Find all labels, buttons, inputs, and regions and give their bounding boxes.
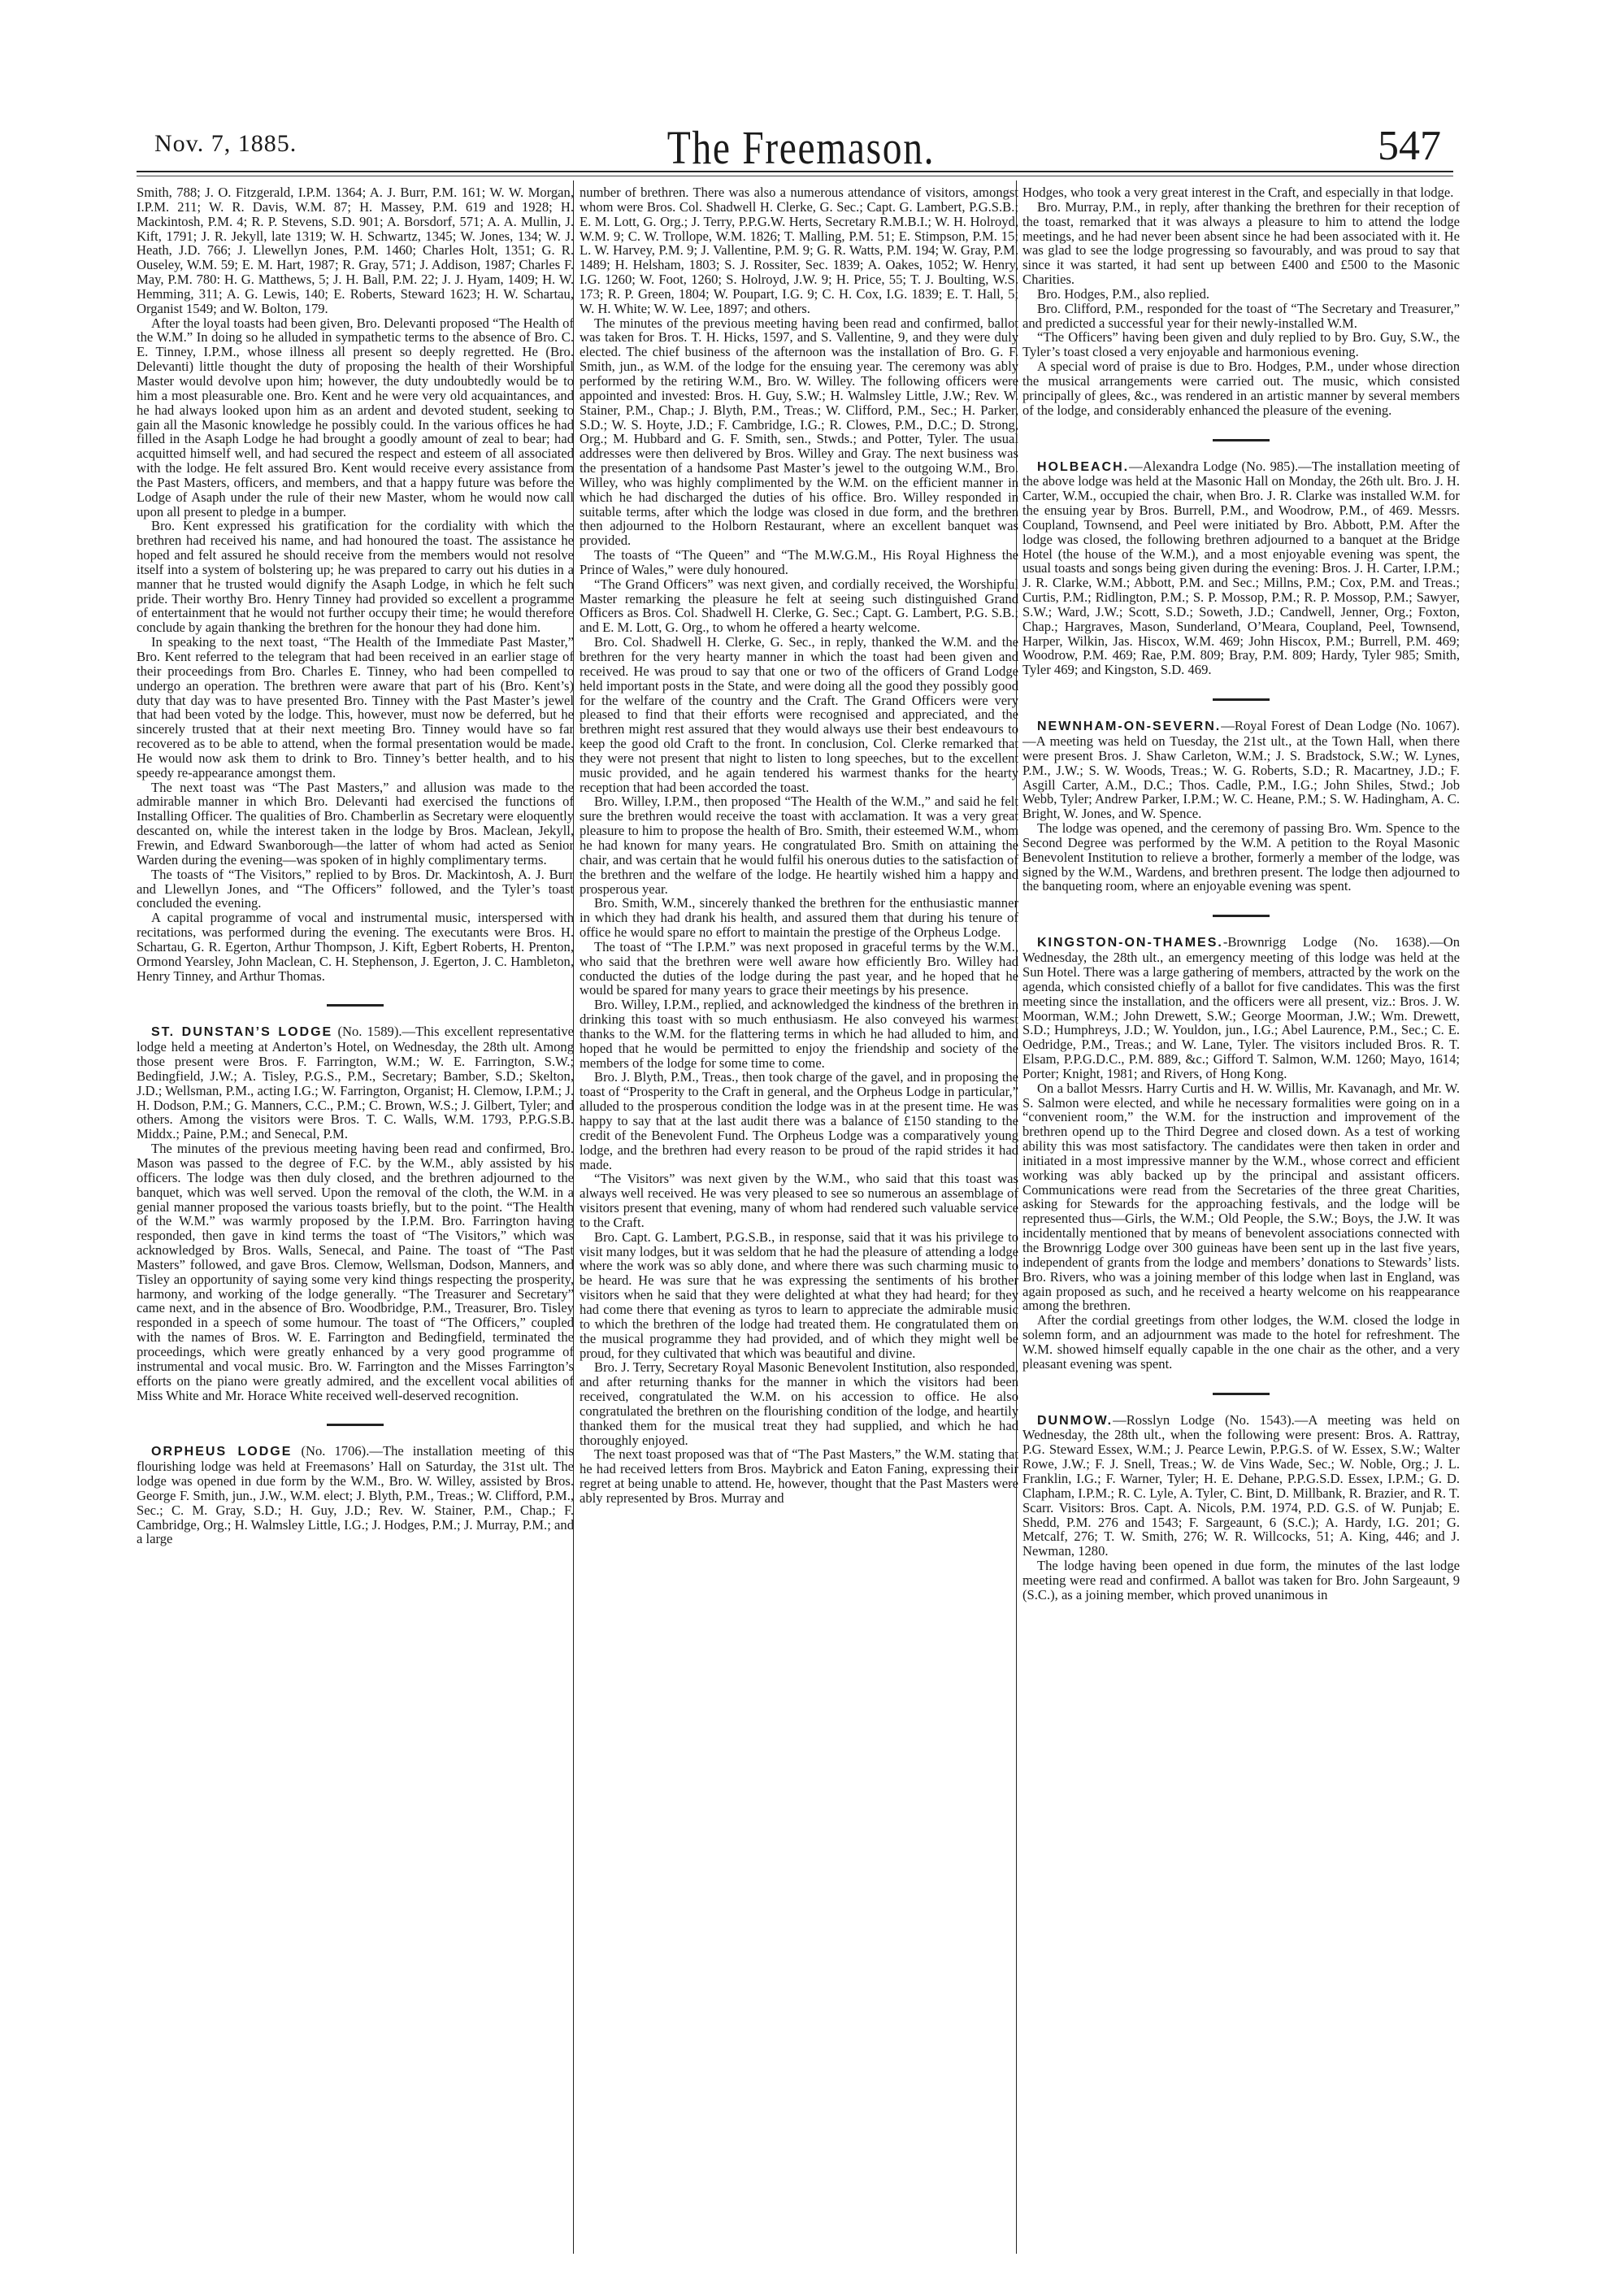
- section-divider: [327, 1004, 384, 1007]
- body-paragraph: Bro. Murray, P.M., in reply, after thanking the brethren for their reception of the toast, remarked that it was always a pleasure to him to attend the lodge meetings, and he had never been absent since he had been associated with it. He was glad to see the lodge progressing so favourably, and was proud to say that since it was started, it had sent up between £400 and £500 to the Masonic Charities.: [1022, 198, 1460, 288]
- article-text: This excellent representative lodge held a meeting at Anderton’s Hotel, on Wednesday, the 28th ult. Among those present were Bros. F. Farrington, W.M.; W. E. Farrington, S.W.; Bedingfield, J.W.; A. Tisley, P.G.S., P.M., Secretary; Bamber, S.D.; Skelton, J.D.; Wellsman, P.M., acting I.G.; W. Farrington, Organist; H. Clemow, I.P.M.; J. H. Dodson, P.M.; G. Manners, C.C., P.M.; C. Brown, W.S.; J. Gilbert, Tyler; and others. Among the visitors were Bros. T. C. Walls, W.M. 1793, P.P.G.S.B. Middx.; Paine, P.M.; and Senecal, P.M.: [137, 1024, 574, 1142]
- body-paragraph: number of brethren. There was also a numerous attendance of visitors, amongst whom were Bros. Col. Shadwell H. Clerke, G. Sec.; Capt. G. Lambert, P.G.S.B.; E. M. Lott, G. Org.; J. Terry, P.P.G.W. Herts, Secretary R.M.B.I.; W. H. Holroyd, W.M. 9; C. W. Trollope, W.M. 1826; T. Malling, P.M. 51; E. Stimpson, P.M. 15; L. W. Harvey, P.M. 9; J. Vallentine, P.M. 9; G. R. Watts, P.M. 194; W. Gray, P.M. 1489; H. Helsham, 1803; S. J. Rossiter, Sec. 1839; A. Oakes, 1052; W. Henry, I.G. 1260; W. Foot, 1260; S. Holroyd, J.W. 9; H. Price, 55; T. J. Boulting, W.S. 173; R. P. Green, 1804; W. Poupart, I.G. 9; C. H. Cox, I.G. 1839; E. T. Hall, 5; W. H. White; W. W. Lee, 1897; and others.: [580, 185, 1018, 316]
- body-paragraph: Bro. Kent expressed his gratification for the cordiality with which the brethren had received his name, and had honoured the toast. The assistance he hoped and felt assured he should receive from the members would not resolve itself into a system of bolstering up; he was prepared to carry out his duties in a manner that he trusted would dignify the Asaph Lodge, in which he felt such pride. Their worthy Bro. Henry Tinney had provided so excellent a programme of entertainment that he would not further occupy their time; he would therefore conclude by again thanking the brethren for the honour they had done him.: [137, 518, 574, 636]
- body-paragraph: After the loyal toasts had been given, Bro. Delevanti proposed “The Health of the W.M.” In doing so he alluded in sympathetic terms to the absence of Bro. C. E. Tinney, I.P.M., whose illness all present so deeply regretted. He (Bro. Delevanti) little thought the duty of proposing the health of their Worshipful Master would devolve upon him; however, the duty undoubtedly would be to him a most pleasurable one. Bro. Kent and he were very old acquaintances, and he had always looked upon him as an ardent and devoted student, seeking to gain all the Masonic knowledge he possibly could. In the various offices he had filled in the Asaph Lodge he had brought a goodly amount of zeal to bear; had acquitted himself well, and had secured the respect and esteem of all associated with the lodge. He felt assured Bro. Kent would receive every assistance from the Past Masters, officers, and members, and that a happy future was before the Lodge of Asaph under the rule of their new Master, whom he would now call upon all present to pledge in a bumper.: [137, 315, 574, 520]
- article-lead-paragraph: [1022, 935, 1460, 1081]
- article-subheading: —Rosslyn Lodge (No. 1543).—: [1113, 1411, 1309, 1428]
- article-subheading: —Royal Forest of Dean Lodge (No. 1067).—: [1022, 718, 1460, 749]
- article-heading: KINGSTON-ON-THAMES.: [1037, 936, 1223, 950]
- article-lead-paragraph: [1022, 459, 1460, 678]
- article-heading: HOLBEACH.: [1037, 459, 1130, 474]
- article-lead-paragraph: [137, 1444, 574, 1546]
- body-paragraph: A capital programme of vocal and instrumental music, interspersed with recitations, was performed during the evening. The executants were Bros. H. Schartau, G. R. Egerton, Arthur Thompson, J. Kift, Egbert Roberts, H. Prenton, Ormond Yearsley, John Maclean, C. H. Stephenson, J. Egerton, J. C. Hambleton, Henry Tinney, and Arthur Thomas.: [137, 910, 574, 984]
- body-paragraph: In speaking to the next toast, “The Health of the Immediate Past Master,” Bro. Kent referred to the telegram that had been received in an earlier stage of their proceedings from Bro. Charles E. Tinney, who had been compelled to undergo an operation. The brethren were aware that part of his (Bro. Kent’s) duty that day was to have presented Bro. Tinney with the Past Master’s jewel that had been voted by the lodge. This, however, must now be deferred, but he sincerely trusted that at their next meeting Bro. Tinney would have so far recovered as to be able to attend, when the formal presentation would be made. He would now ask them to drink to Bro. Tinney’s better health, and to his speedy re-appearance amongst them.: [137, 634, 574, 781]
- body-paragraph: Bro. Hodges, P.M., also replied.: [1037, 285, 1210, 302]
- section-divider: [1213, 915, 1270, 917]
- body-paragraph: Bro. Col. Shadwell H. Clerke, G. Sec., in reply, thanked the W.M. and the brethren for the very hearty manner in which the toast had been given and received. He was proud to say that one or two of the officers of Grand Lodge held important posts in the State, and were doing all the good they possibly good for the welfare of the country and the Craft. The Grand Officers were very pleased to find that their efforts were recognised and appreciated, and the brethren might rest assured that they would always use their best endeavours to keep the good old Craft to the front. In conclusion, Col. Clerke remarked that they were not present that night to listen to long speeches, but to the excellent music provided, and he again tendered his warmest thanks for the hearty reception that had been accorded the toast.: [580, 634, 1018, 795]
- section-divider: [1213, 698, 1270, 701]
- article-text: The installation meeting of this flourishing lodge was held at Freemasons’ Hall on Saturday, the 31st ult. The lodge was opened in due form by the W.M., Bro. W. Willey, assisted by Bros. George F. Smith, jun., J.W., W.M. elect; J. Blyth, P.M., Treas.; W. Clifford, P.M., Sec.; C. M. Gray, S.D.; H. Guy, J.D.; Rev. W. Stainer, P.M., Chap.; F. Cambridge, Org.; H. Walmsley Little, I.G.; J. Hodges, P.M.; J. Murray, P.M.; and a large: [137, 1443, 574, 1547]
- body-paragraph: After the cordial greetings from other lodges, the W.M. closed the lodge in solemn form, and an adjournment was made to the hotel for refreshment. The W.M. showed himself equally capable in the one chair as the other, and a very pleasant evening was spent.: [1022, 1312, 1460, 1372]
- article-heading: ST. DUNSTAN’S LODGE: [151, 1025, 333, 1040]
- body-paragraph: The toasts of “The Visitors,” replied to by Bros. Dr. Mackintosh, A. J. Burr and Llewellyn Jones, and “The Officers” followed, and the Tyler’s toast concluded the evening.: [137, 866, 574, 911]
- body-paragraph: Bro. Smith, W.M., sincerely thanked the brethren for the enthusiastic manner in which they had drank his health, and assured them that during his tenure of office he would spare no effort to maintain the prestige of the Orpheus Lodge.: [580, 895, 1018, 941]
- article-lead-paragraph: [1022, 719, 1460, 821]
- article-heading: DUNMOW.: [1037, 1413, 1114, 1428]
- article-heading: ORPHEUS LODGE: [151, 1445, 293, 1459]
- article-lead-paragraph: [1022, 1413, 1460, 1559]
- body-paragraph: Hodges, who took a very great interest in the Craft, and especially in that lodge.: [1022, 185, 1454, 200]
- article-text: A meeting was held on Wednesday, the 28th ult., when the following were present: Bros. A. Rattray, P.G. Steward Essex, W.M.; J. Pearce Lewin, P.P.G.S. of W. Essex, S.W.; Walter Rowe, J.W.; F. J. Snell, Treas.; W. de Vins Wade, Sec.; W. Noble, Org.; J. L. Franklin, I.G.; F. Warner, Tyler; H. E. Dehane, P.P.G.S.D. Essex, I.P.M.; G. D. Clapham, I.P.M.; R. C. Lyle, A. Tyler, C. Bint, D. Millbank, R. Brazier, and R. T. Scarr. Visitors: Bros. Capt. A. Nicols, P.M. 1974, P.D. G.S. of W. Punjab; E. Shedd, P.M. 276 and 1543; F. Sargeaunt, 6 (S.C.); A. Hardy, I.G. 201; G. Metcalf, 276; T. W. Smith, 276; W. R. Willcocks, 51; A. King, 446; and J. Newman, 1280.: [1022, 1411, 1460, 1559]
- section-divider: [1213, 439, 1270, 441]
- article-subheading: -Brownrigg Lodge (No. 1638).—: [1222, 934, 1444, 950]
- publication-title: The Freemason.: [666, 121, 936, 174]
- article-text: A meeting was held on Tuesday, the 21st ult., at the Town Hall, when there were present Bros. J. Shaw Carleton, W.M.; J. S. Bradstock, S.W.; W. Lynes, P.M., J.W.; S. W. Woods, Treas.; W. G. Roberts, S.D.; R. Macartney, J.D.; F. Asgill Carter, A.M., D.C.; Thos. Cadle, P.M., I.G.; John Shiles, Stwd.; Job Webb, Tyler; Andrew Parker, I.P.M.; W. C. Heane, P.M.; S. W. Hadingham, A. C. Bright, W. Jones, and W. Spence.: [1022, 733, 1460, 822]
- article-subheading: —Alexandra Lodge (No. 985).—: [1129, 458, 1312, 474]
- body-paragraph: Bro. Willey, I.P.M., then proposed “The Health of the W.M.,” and said he felt sure the brethren would receive the toast with acclamation. It was a very great pleasure to him to propose the health of Bro. Smith, their esteemed W.M., whom he had known for many years. He congratulated Bro. Smith on attaining the chair, and was certain that he would fulfil his onerous duties to the satisfaction of the brethren and the welfare of the lodge. He heartily wished him a happy and prosperous year.: [580, 794, 1018, 897]
- body-paragraph: “The Grand Officers” was next given, and cordially received, the Worshipful Master remarking the pleasure he felt at seeing such distinguished Grand Officers as Bros. Col. Shadwell H. Clerke, G. Sec.; Capt. G. Lambert, P.G. S.B.; and E. M. Lott, G. Org., to whom he offered a hearty welcome.: [580, 576, 1018, 636]
- body-paragraph: Bro. J. Blyth, P.M., Treas., then took charge of the gavel, and in proposing the toast of “Prosperity to the Craft in general, and the Orpheus Lodge in particular,” alluded to the prosperous condition the lodge was in at the present time. He was happy to say that at the last audit there was a balance of £150 standing to the credit of the Benevolent Fund. The Orpheus Lodge was a comparatively young lodge, and the brethren had every reason to be proud of the rapid strides it had made.: [580, 1069, 1018, 1172]
- body-paragraph: The lodge was opened, and the ceremony of passing Bro. Wm. Spence to the Second Degree was performed by the W.M. A petition to the Royal Masonic Benevolent Institution to relieve a brother, formerly a member of the lodge, was signed by the W.M., Wardens, and brethren present. The lodge then adjourned to the banqueting room, where an enjoyable evening was spent.: [1022, 820, 1460, 894]
- header-rule: [137, 171, 1453, 172]
- body-paragraph: The minutes of the previous meeting having been read and confirmed, Bro. Mason was passed to the degree of F.C. by the W.M., ably assisted by his officers. The lodge was then duly closed, and the brethren adjourned to the banquet, which was well served. Upon the removal of the cloth, the W.M. in a genial manner proposed the various toasts briefly, but to the point. “The Health of the W.M.” was warmly proposed by the I.P.M. Bro. Farrington having responded, then gave in kind terms the toast of “The Visitors,” which was acknowledged by Bros. Walls, Senecal, and Paine. The toast of “The Past Masters” followed, and gave Bros. Clemow, Wellsman, Dodson, Manners, and Tisley an opportunity of saying some very kind things respecting the prosperity, harmony, and working of the lodge generally. “The Treasurer and Secretary” came next, and in the absence of Bro. Woodbridge, P.M., Treasurer, Bro. Tisley responded in a speech of some humour. The toast of “The Officers,” coupled with the names of Bros. W. E. Farrington and Bedingfield, terminated the proceedings, which were greatly enhanced by a very good programme of instrumental and vocal music. Bro. W. Farrington and the Misses Farrington’s efforts on the piano were greatly admired, and the excellent vocal abilities of Miss White and Mr. Horace White received well-deserved recognition.: [137, 1141, 574, 1403]
- body-paragraph: Bro. J. Terry, Secretary Royal Masonic Benevolent Institution, also responded, and after returning thanks for the manner in which the visitors had been received, congratulated the W.M. on his accession to office. He also congratulated the brethren on the flourishing condition of the lodge, and heartily thanked them for the musical treat they had supplied, and which he had thoroughly enjoyed.: [580, 1359, 1018, 1448]
- article-subheading: (No. 1706).—: [292, 1443, 383, 1459]
- article-text: The installation meeting of the above lodge was held at the Masonic Hall on Monday, the 26th ult. Bro. J. H. Carter, W.M., occupied the chair, when Bro. J. R. Clarke was installed W.M. for the ensuing year by Bros. Burrell, P.M., and Woodrow, P.M., of 469. Messrs. Coupland, Townsend, and Peel were initiated by Bro. Abbott, P.M. After the lodge was closed, the following brethren adjourned to a banquet at the Bridge Hotel (the house of the W.M.), and a most enjoyable evening was spent, the usual toasts and songs being given during the evening: Bros. J. H. Carter, I.P.M.; J. R. Clarke, W.M.; Abbott, P.M. and Sec.; Millns, P.M.; Cox, P.M. and Treas.; Curtis, P.M.; Ridlington, P.M.; S. P. Mossop, P.M.; R. P. Mossop, P.M.; Sawyer, S.W.; Ward, J.W.; Scott, S.D.; Soweth, J.D.; Candwell, Jenner, Org.; Foxton, Chap.; Hargraves, Mason, Sunderland, O’Meara, Coupland, Peel, Townsend, Harper, Wilkin, Jas. Hiscox, W.M. 469; John Hiscox, P.M.; Burrell, P.M. 469; Woodrow, P.M. 469; Rae, P.M. 809; Bray, P.M. 809; Hardy, Tyler 985; Smith, Tyler 469; and Kingston, S.D. 469.: [1022, 458, 1460, 678]
- body-paragraph: The next toast proposed was that of “The Past Masters,” the W.M. stating that he had received letters from Bros. Maybrick and Eaton Faning, expressing their regret at being unable to attend. He, however, thought that the Past Masters were ably represented by Bros. Murray and: [580, 1446, 1018, 1506]
- page-number: 547: [1378, 123, 1441, 169]
- section-divider: [327, 1424, 384, 1426]
- body-paragraph: “The Officers” having been given and duly replied to by Bro. Guy, S.W., the Tyler’s toast closed a very enjoyable and harmonious evening.: [1022, 329, 1460, 360]
- body-paragraph: A special word of praise is due to Bro. Hodges, P.M., under whose direction the musical arrangements were carried out. The music, which consisted principally of glees, &c., was rendered in an artistic manner by several members of the lodge, and considerably enhanced the pleasure of the evening.: [1022, 359, 1460, 418]
- article-lead-paragraph: [137, 1024, 574, 1141]
- article-text: On Wednesday, the 28th ult., an emergency meeting of this lodge was held at the Sun Hotel. There was a large gathering of members, attracted by the work on the agenda, which consisted chiefly of a ballot for five candidates. This was the first meeting since the installation, and the officers were all present, viz.: Bros. J. W. Moorman, W.M.; John Drewett, S.W.; George Moorman, J.W.; Wm. Drewett, S.D.; Humphreys, J.D.; W. Youldon, jun., I.G.; Abel Laurence, P.M., Sec.; C. E. Oedridge, P.M., Treas.; and W. Lane, Tyler. The visitors included Bros. R. T. Elsam, P.P.G.D.C., P.M. 889, &c.; Gifford T. Salmon, W.M. 1260; Mayo, 1614; Porter; Knight, 1981; and Rivers, of Hong Kong.: [1022, 934, 1460, 1081]
- body-paragraph: The toasts of “The Queen” and “The M.W.G.M., His Royal Highness the Prince of Wales,” were duly honoured.: [580, 547, 1018, 577]
- body-paragraph: Bro. Capt. G. Lambert, P.G.S.B., in response, said that it was his privilege to visit many lodges, but it was seldom that he had the pleasure of attending a lodge where the work was so ably done, and where there was such charming music to be heard. He was sure that he was expressing the sentiments of his brother visitors when he said that they were delighted at what they had heard; for they had come there that evening as tyros to learn to appreciate the admirable music to which the brethren of the lodge had treated them. He congratulated them on the musical programme they had provided, and of which they might well be proud, for they cultivated that which was beautiful and divine.: [580, 1228, 1018, 1361]
- body-paragraph: The lodge having been opened in due form, the minutes of the last lodge meeting were read and confirmed. A ballot was taken for Bro. John Sargeaunt, 9 (S.C.), as a joining member, which proved unanimous in: [1022, 1558, 1460, 1602]
- column-1: [137, 185, 574, 1546]
- body-paragraph: The minutes of the previous meeting having been read and confirmed, ballot was taken for Bros. T. H. Hicks, 1597, and S. Vallentine, 9, and they were duly elected. The chief business of the afternoon was the installation of Bro. G. F. Smith, jun., as W.M. of the lodge for the ensuing year. The ceremony was ably performed by the retiring W.M., Bro. W. Willey. The following officers were appointed and invested: Bros. H. Guy, S.W.; H. Walmsley Little, J.W.; Rev. W. Stainer, P.M., Chap.; J. Blyth, P.M., Treas.; W. Clifford, P.M., Sec.; H. Parker, S.D.; W. S. Hoyte, J.D.; F. Cambridge, I.G.; R. Clowes, P.M., D.C.; D. Strong, Org.; M. Hubbard and G. F. Smith, sen., Stwds.; and Potter, Tyler. The usual addresses were then delivered by Bros. Willey and Gray. The next business was the presentation of a handsome Past Master’s jewel to the outgoing W.M., Bro. Willey, who was highly complimented by the W.M. on the efficient manner in which he had discharged the duties of his office. Bro. Willey responded in suitable terms, after which the lodge was closed in due form, and the brethren then adjourned to the Holborn Restaurant, where an excellent banquet was provided.: [580, 315, 1018, 549]
- body-paragraph: Bro. Clifford, P.M., responded for the toast of “The Secretary and Treasurer,” and predicted a successful year for their newly-installed W.M.: [1022, 300, 1460, 331]
- body-paragraph: The toast of “The I.P.M.” was next proposed in graceful terms by the W.M., who said that the brethren were well aware how efficiently Bro. Willey had conducted the duties of the lodge during the past year, and he hoped that he would be spared for many years to grace their meetings by his presence.: [580, 938, 1018, 998]
- issue-date: Nov. 7, 1885.: [154, 130, 297, 157]
- masthead: [0, 0, 1602, 174]
- body-paragraph: The next toast was “The Past Masters,” and allusion was made to the admirable manner in which Bro. Delevanti had exercised the functions of Installing Officer. The qualities of Bro. Chamberlin as Secretary were eloquently descanted on, while the interest taken in the lodge by Bros. Maclean, Jekyll, Frewin, and Edward Swanborough—the latter of whom had acted as Senior Warden during the evening—was spoken of in highly complimentary terms.: [137, 779, 574, 868]
- column-2: [580, 185, 1018, 1506]
- body-paragraph: Smith, 788; J. O. Fitzgerald, I.P.M. 1364; A. J. Burr, P.M. 161; W. W. Morgan, I.P.M. 211; W. R. Davis, W.M. 87; H. Massey, P.M. 619 and 1928; H. Mackintosh, P.M. 4; R. P. Stevens, S.D. 901; A. Borsdorf, 571; A. A. Mullin, J. Kift, 1791; J. R. Jekyll, late 1319; W. H. Schwartz, 1345; W. Jones, 134; W. J. Heath, J.D. 766; J. Llewellyn Jones, P.M. 1460; Charles Holt, 1351; G. R. Ouseley, W.M. 59; E. M. Hart, 1987; R. Gray, 571; J. Addison, 1987; Charles F. May, P.M. 780: H. G. Matthews, 5; J. H. Ball, P.M. 22; J. J. Hyam, 1409; H. W. Hemming, 311; A. G. Lewis, 140; E. Roberts, Steward 1623; H. W. Schartau, Organist 1549; and W. Bolton, 179.: [137, 185, 574, 316]
- article-subheading: (No. 1589).—: [332, 1024, 416, 1040]
- body-paragraph: On a ballot Messrs. Harry Curtis and H. W. Willis, Mr. Kavanagh, and Mr. W. S. Salmon were elected, and while he necessary formalities were going on in a “convenient room,” the W.M. for the instruction and improvement of the brethren opend up to the Third Degree and closed down. As a test of working ability this was most satisfactory. The candidates were then taken in order and initiated in a most impressive manner by the W.M., whose correct and efficient working was ably backed up by the principal and assistant officers. Communications were read from the Secretaries of the three great Charities, asking for Stewards for the approaching festivals, and the lodge will be represented thus—Girls, the W.M.; Old People, the S.W.; Boys, the J.W. It was incidentally mentioned that by means of benevolent associations connected with the Brownrigg Lodge over 300 guineas have been sent up in the last five years, independent of grants from the lodge and members’ donations to Stewards’ lists. Bro. Rivers, who was a joining member of this lodge when last in England, was again proposed as such, and he received a hearty welcome on his reappearance among the brethren.: [1022, 1080, 1460, 1314]
- column-3: [1022, 185, 1460, 1602]
- section-divider: [1213, 1393, 1270, 1395]
- article-heading: NEWNHAM-ON-SEVERN.: [1037, 720, 1222, 734]
- body-paragraph: Bro. Willey, I.P.M., replied, and acknowledged the kindness of the brethren in drinking this toast with so much enthusiasm. He also conveyed his warmest thanks to the W.M. for the flattering terms in which he had alluded to him, and hoped that he would be permitted to enjoy the friendship and society of the members of the lodge for some time to come.: [580, 997, 1018, 1071]
- body-paragraph: “The Visitors” was next given by the W.M., who said that this toast was always well received. He was very pleased to see so numerous an assemblage of visitors present that evening, many of whom had rendered such valuable service to the Craft.: [580, 1171, 1018, 1230]
